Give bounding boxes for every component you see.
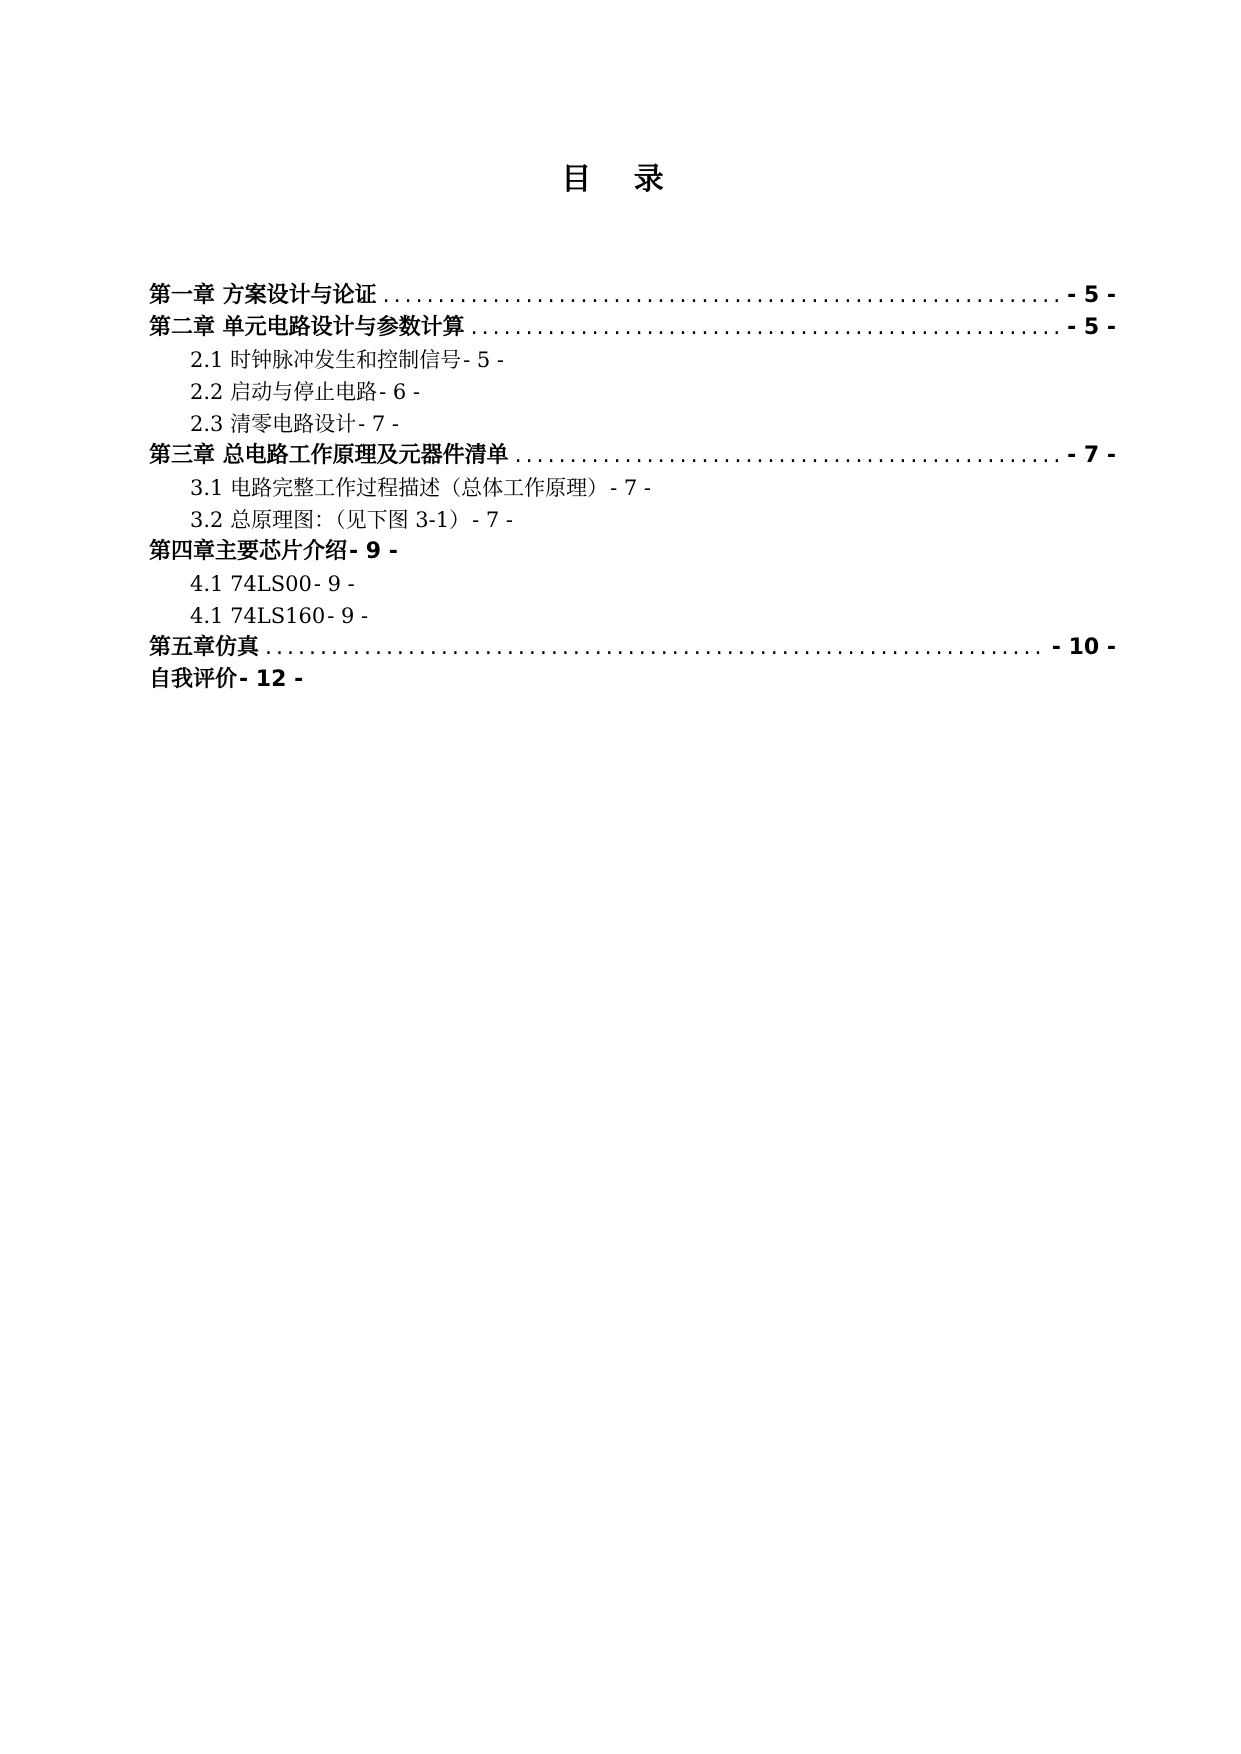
toc-entry-section-2-1[interactable] [149,344,1116,376]
toc-entry-text: 第一章 方案设计与论证 [149,283,377,308]
toc-entry-text: 4.1 74LS160 [190,604,326,628]
toc-entry-section-3-1[interactable] [149,472,1116,504]
toc-entry-text: 4.1 74LS00 [190,572,312,596]
toc-entry-text: 3.1 电路完整工作过程描述（总体工作原理） [190,476,609,500]
toc-entry-text: 2.1 时钟脉冲发生和控制信号 [190,348,462,372]
toc-leader-dots [265,632,1046,664]
toc-entry-page: - 5 - [463,348,504,372]
toc-title: 目 录 [561,162,680,197]
toc-entry-text: 3.2 总原理图：（见下图 3-1） [190,508,471,532]
toc-entry-page: - 9 - [349,539,398,564]
toc-entry-text: 2.2 启动与停止电路 [190,380,378,404]
table-of-contents [149,280,1116,696]
toc-entry-page: - 7 - [472,508,513,532]
toc-entry-page: - 7 - [358,412,399,436]
toc-entry-section-3-2[interactable] [149,504,1116,536]
toc-entry-text: 自我评价 [149,667,238,692]
toc-entry-section-2-2[interactable] [149,376,1116,408]
toc-leader-dots [471,312,1061,344]
toc-entry-text: 第四章主要芯片介绍 [149,539,348,564]
toc-entry-chapter-2[interactable] [149,312,1116,344]
toc-leader-dots [515,440,1061,472]
toc-entry-page: - 10 - [1051,635,1116,660]
toc-entry-chapter-4[interactable] [149,536,1116,568]
toc-entry-page: - 7 - [1067,443,1116,468]
toc-entry-text: 2.3 清零电路设计 [190,412,357,436]
toc-entry-text: 第三章 总电路工作原理及元器件清单 [149,443,509,468]
toc-leader-dots [383,280,1061,312]
toc-entry-section-4-1-a[interactable] [149,568,1116,600]
toc-entry-section-4-1-b[interactable] [149,600,1116,632]
toc-entry-page: - 9 - [327,604,369,628]
toc-entry-page: - 9 - [313,572,355,596]
toc-entry-page: - 5 - [1067,283,1116,308]
toc-entry-chapter-5[interactable] [149,632,1116,664]
toc-entry-page: - 7 - [610,476,651,500]
toc-entry-section-2-3[interactable] [149,408,1116,440]
toc-entry-text: 第二章 单元电路设计与参数计算 [149,315,465,340]
toc-entry-page: - 6 - [379,380,420,404]
toc-entry-chapter-1[interactable] [149,280,1116,312]
toc-entry-self-evaluation[interactable] [149,664,1116,696]
toc-entry-text: 第五章仿真 [149,635,260,660]
toc-entry-chapter-3[interactable] [149,440,1116,472]
toc-entry-page: - 12 - [239,667,304,692]
toc-entry-page: - 5 - [1067,315,1116,340]
